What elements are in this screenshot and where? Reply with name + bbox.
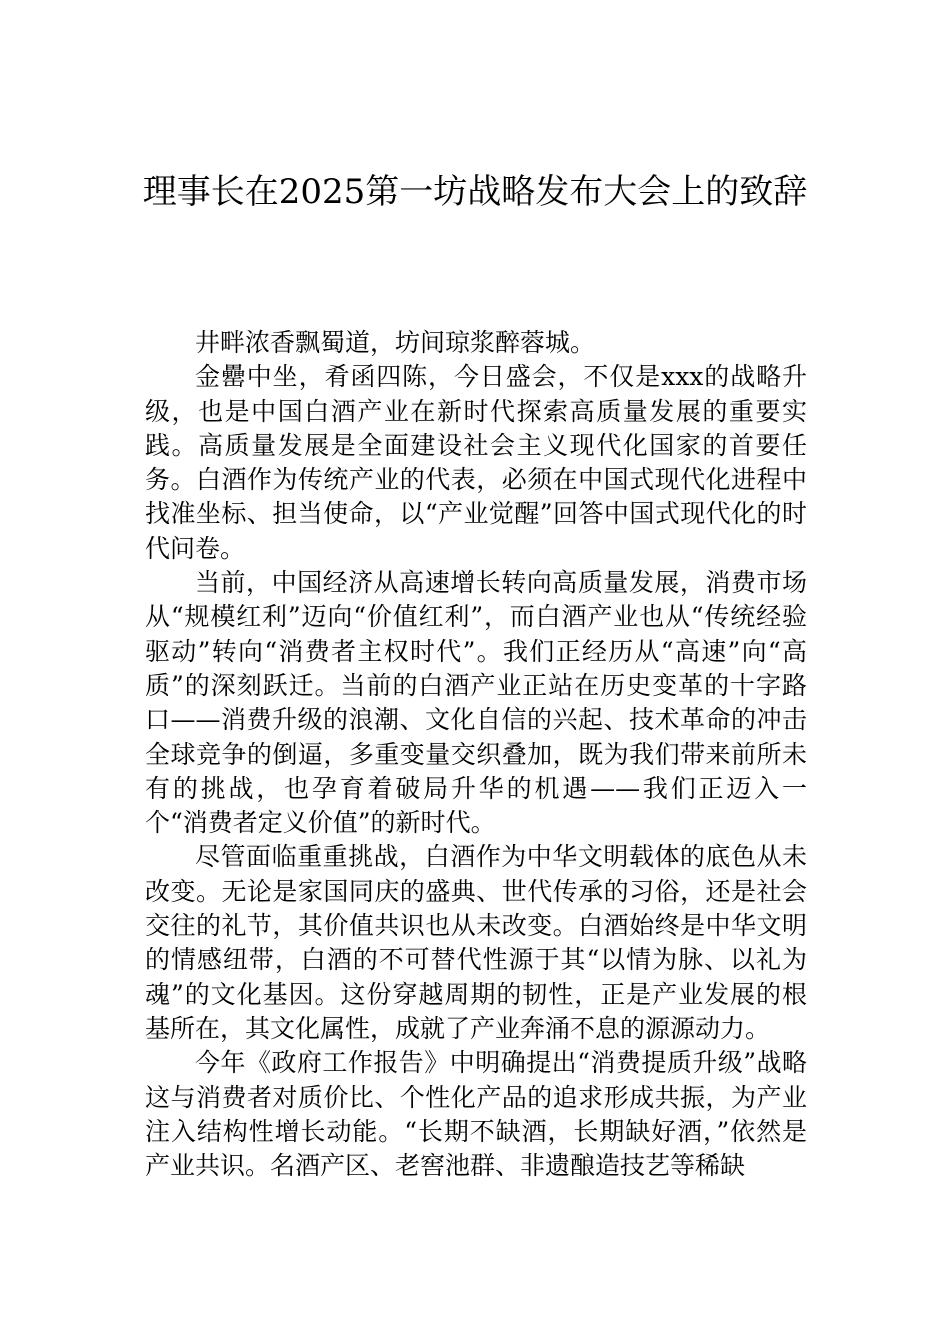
paragraph-3: 当前，中国经济从高速增长转向高质量发展，消费市场从“规模红利”迈向“价值红利”，而白酒产业也从“传统经验驱动”转向“消费者主权时代”。我们正经历从“高速”向“高质”的深刻跃迁。当前的白酒产业正站在历史变革的十字路口——消费升级的浪潮、文化自信的兴起、技术革命的冲击全球竞争的倒逼，多重变量交织叠加，既为我们带来前所未有的挑战，也孕育着破局升华的机遇——我们正迈入一个“消费者定义价值”的新时代。 bbox=[145, 568, 807, 838]
document-body bbox=[145, 326, 807, 1183]
paragraph-2: 金罍中坐，肴函四陈，今日盛会，不仅是xxx的战略升级，也是中国白酒产业在新时代探索高质量发展的重要实践。高质量发展是全面建设社会主义现代化国家的首要任务。白酒作为传统产业的代表，必须在中国式现代化进程中找准坐标、担当使命，以“产业觉醒”回答中国式现代化的时代问卷。 bbox=[145, 362, 807, 563]
paragraph-4: 尽管面临重重挑战，白酒作为中华文明载体的底色从未改变。无论是家国同庆的盛典、世代传承的习俗，还是社会交往的礼节，其价值共识也从未改变。白酒始终是中华文明的情感纽带，白酒的不可替代性源于其“以情为脉、以礼为魂”的文化基因。这份穿越周期的韧性，正是产业发展的根基所在，其文化属性，成就了产业奔涌不息的源源动力。 bbox=[145, 842, 807, 1043]
document-title: 理事长在2025第一坊战略发布大会上的致辞 bbox=[142, 172, 808, 212]
paragraph-5: 今年《政府工作报告》中明确提出“消费提质升级”战略这与消费者对质价比、个性化产品的追求形成共振，为产业注入结构性增长动能。“长期不缺酒，长期缺好酒，”依然是产业共识。名酒产区、老窖池群、非遗酿造技艺等稀缺 bbox=[145, 1048, 807, 1181]
paragraph-1: 井畔浓香飘蜀道，坊间琼浆醉蓉城。 bbox=[195, 328, 596, 357]
